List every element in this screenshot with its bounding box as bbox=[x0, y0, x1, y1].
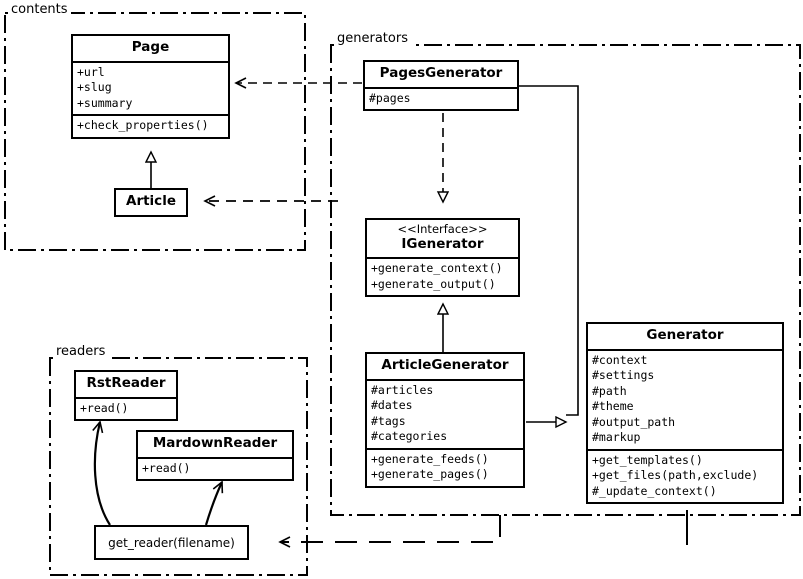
method: +generate_feeds() bbox=[371, 451, 489, 466]
attribute: #tags bbox=[371, 413, 406, 428]
dependency-getreader-to-rstreader bbox=[95, 422, 110, 525]
class-rstreader-methods bbox=[76, 397, 176, 420]
dependency-generators-to-get-reader bbox=[280, 515, 500, 542]
class-igenerator-methods bbox=[367, 257, 518, 295]
attribute: #markup bbox=[592, 430, 641, 445]
class-page-attributes bbox=[73, 61, 228, 115]
package-label-generators: generators bbox=[334, 31, 411, 46]
attribute: #path bbox=[592, 383, 627, 398]
attribute: +summary bbox=[77, 95, 133, 110]
method: +generate_context() bbox=[371, 261, 503, 276]
class-igenerator-stereotype: <<Interface>> bbox=[397, 222, 488, 236]
function-get-reader-label: get_reader(filename) bbox=[108, 535, 235, 550]
class-article[interactable] bbox=[114, 188, 188, 217]
class-generator-title: Generator bbox=[646, 327, 724, 343]
attribute: #theme bbox=[592, 399, 634, 414]
attribute: #output_path bbox=[592, 414, 676, 429]
attribute: #categories bbox=[371, 429, 448, 444]
method: +generate_output() bbox=[371, 276, 496, 291]
class-pagesgenerator-title: PagesGenerator bbox=[379, 65, 503, 81]
class-page[interactable] bbox=[71, 34, 230, 139]
attribute: +url bbox=[77, 64, 105, 79]
class-generator-methods bbox=[588, 449, 782, 503]
method: +get_files(path,exclude) bbox=[592, 468, 759, 483]
class-rstreader[interactable] bbox=[74, 370, 178, 421]
method: +read() bbox=[80, 400, 129, 415]
class-generator-attributes bbox=[588, 349, 782, 449]
attribute: #pages bbox=[369, 90, 411, 105]
package-label-contents: contents bbox=[8, 2, 71, 17]
function-get-reader[interactable] bbox=[94, 525, 249, 560]
class-mardownreader-title: MardownReader bbox=[152, 435, 278, 451]
attribute: #context bbox=[592, 352, 648, 367]
method: +check_properties() bbox=[77, 118, 209, 133]
method: +get_templates() bbox=[592, 452, 703, 467]
package-label-readers: readers bbox=[53, 344, 108, 359]
class-articlegenerator-methods bbox=[367, 448, 523, 486]
generalization-pagesgenerator-to-generator bbox=[519, 86, 578, 415]
method: +read() bbox=[142, 460, 191, 475]
class-mardownreader-methods bbox=[138, 457, 292, 480]
method: #_update_context() bbox=[592, 483, 717, 498]
class-igenerator-title: IGenerator bbox=[401, 235, 484, 252]
class-article-title: Article bbox=[126, 193, 176, 209]
dependency-getreader-to-mardownreader bbox=[206, 482, 222, 525]
class-page-title: Page bbox=[131, 39, 170, 55]
attribute: #dates bbox=[371, 398, 413, 413]
class-articlegenerator-attributes bbox=[367, 379, 523, 448]
class-pagesgenerator-attributes bbox=[365, 87, 517, 110]
class-igenerator[interactable] bbox=[365, 218, 520, 297]
class-articlegenerator[interactable] bbox=[365, 352, 525, 488]
class-articlegenerator-title: ArticleGenerator bbox=[381, 357, 509, 373]
attribute: #articles bbox=[371, 382, 434, 397]
class-page-methods bbox=[73, 114, 228, 137]
attribute: #settings bbox=[592, 368, 655, 383]
method: +generate_pages() bbox=[371, 467, 489, 482]
class-rstreader-title: RstReader bbox=[86, 375, 166, 391]
attribute: +slug bbox=[77, 80, 112, 95]
class-mardownreader[interactable] bbox=[136, 430, 294, 481]
class-pagesgenerator[interactable] bbox=[363, 60, 519, 111]
class-generator[interactable] bbox=[586, 322, 784, 504]
